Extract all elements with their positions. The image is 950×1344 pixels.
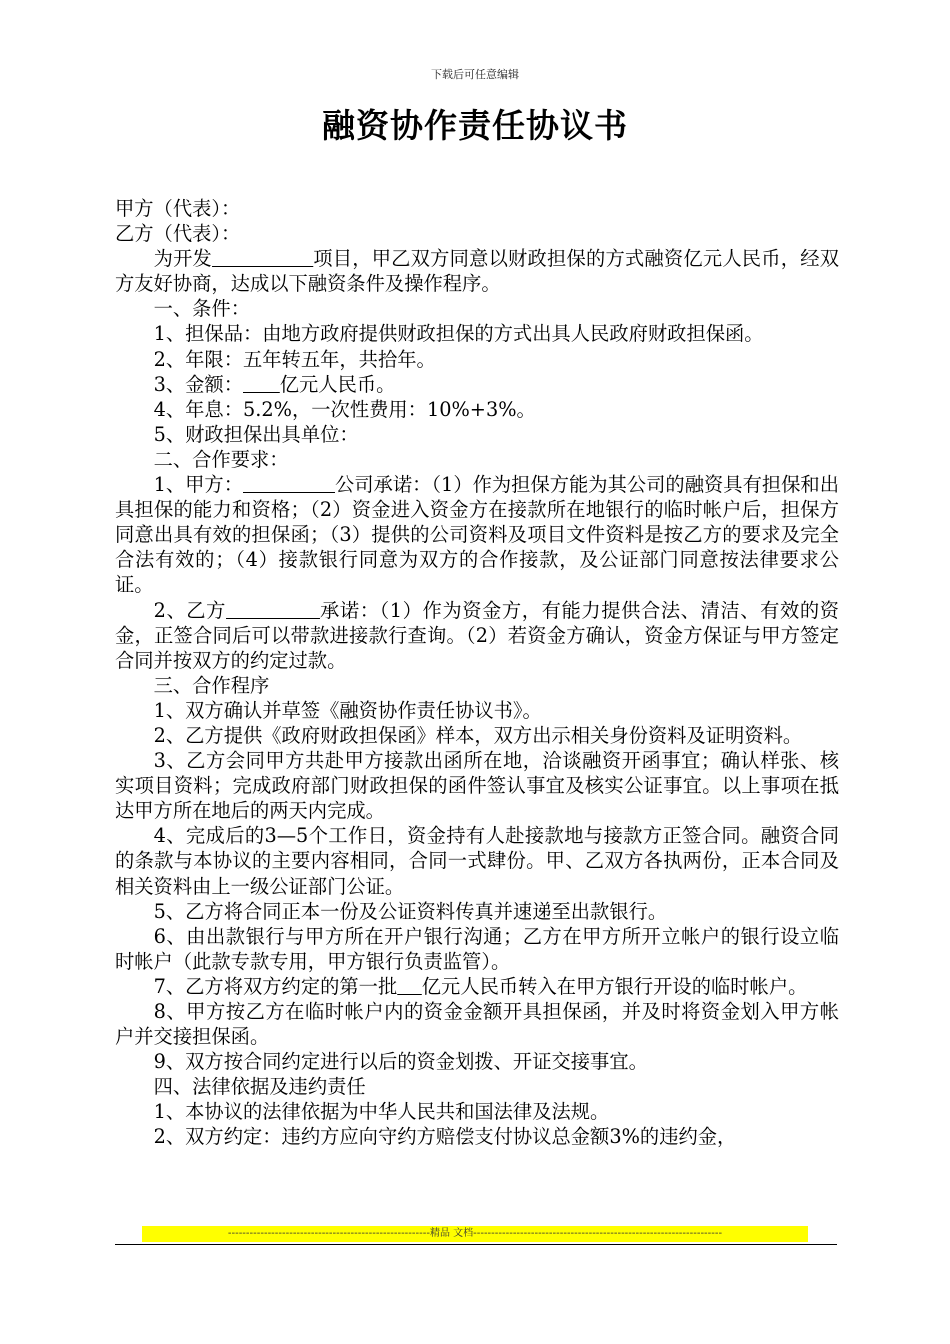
clause-3-7-text-b: 亿元人民币转入在甲方银行开设的临时帐户。 — [421, 974, 808, 998]
header-note: 下载后可任意编辑 — [431, 68, 519, 81]
intro-text-2: 项目，甲乙双方同意以财政担保的方式融资亿元人民币，经双方友好协商，达成以下融资条件及操作程序。 — [115, 247, 839, 296]
clause-2-1-text-b: 公司承诺：（1）作为担保方能为其公司的融资具有担保和出具担保的能力和资格；（2）资金进入资金方在接款所在地银行的临时帐户后，担保方同意出具有效的担保函；（3）提供的公司资料及项目文件资料是按乙方的要求及完全合法有效的；（4）接款银行同意为双方的合作接款，及公证部门同意按法律要求公证。 — [115, 473, 839, 597]
clause-1-1: 1、担保品：由地方政府提供财政担保的方式出具人民政府财政担保函。 — [153, 322, 764, 346]
clause-3-7-text-a: 7、乙方将双方约定的第一批 — [153, 974, 398, 998]
amount-blank — [243, 373, 280, 396]
clause-3-3: 3、乙方会同甲方共赴甲方接款出函所在地，洽谈融资开函事宜；确认样张、核实项目资料；完成政府部门财政担保的函件签认事宜及核实公证事宜。以上事项在抵达甲方所在地后的两天内完成。 — [115, 749, 839, 823]
clause-4-1: 1、本协议的法律依据为中华人民共和国法律及法规。 — [153, 1100, 610, 1124]
project-blank — [212, 247, 313, 270]
party-b-blank — [226, 599, 320, 622]
clause-2-2-text-b: 承诺：（1）作为资金方，有能力提供合法、清洁、有效的资金，正签合同后可以带款进接款行查询。（2）若资金方确认，资金方保证与甲方签定合同并按双方的约定过款。 — [115, 598, 839, 672]
clause-3-6: 6、由出款银行与甲方所在开户银行沟通；乙方在甲方所开立帐户的银行设立临时帐户（此款专款专用，甲方银行负责监管）。 — [115, 924, 839, 973]
party-a-line: 甲方（代表）： — [115, 197, 241, 220]
clause-1-3-text-b: 亿元人民币。 — [279, 372, 396, 396]
section-2-heading: 二、合作要求： — [153, 447, 289, 471]
clause-2-1-text-a: 1、甲方： — [153, 473, 243, 497]
document-title: 融资协作责任协议书 — [322, 106, 628, 145]
clause-2-2 — [115, 598, 839, 673]
clause-1-2: 2、年限：五年转五年，共拾年。 — [153, 347, 436, 371]
clause-1-3 — [115, 372, 839, 397]
intro-text-1: 为开发 — [153, 247, 213, 271]
clause-1-3-text-a: 3、金额： — [153, 372, 243, 396]
footer-divider — [115, 1244, 837, 1245]
clause-1-4: 4、年息：5.2%，一次性费用：10%+3%。 — [153, 397, 536, 421]
clause-1-5: 5、财政担保出具单位： — [153, 422, 359, 446]
intro-paragraph — [115, 246, 839, 296]
clause-2-2-text-a: 2、乙方 — [153, 598, 227, 622]
first-batch-blank — [397, 975, 422, 998]
party-b-line: 乙方（代表）： — [115, 222, 241, 246]
clause-3-1: 1、双方确认并草签《融资协作责任协议书》。 — [153, 698, 542, 722]
clause-3-7 — [115, 974, 839, 999]
section-3-heading: 三、合作程序 — [153, 673, 270, 697]
clause-3-2: 2、乙方提供《政府财政担保函》样本，双方出示相关身份资料及证明资料。 — [153, 723, 803, 747]
clause-4-2: 2、双方约定：违约方应向守约方赔偿支付协议总金额3%的违约金， — [153, 1125, 737, 1149]
section-4-heading: 四、法律依据及违约责任 — [153, 1075, 366, 1099]
party-a-company-blank — [243, 473, 335, 496]
section-1-heading: 一、条件： — [153, 297, 250, 321]
clause-3-9: 9、双方按合同约定进行以后的资金划拨、开证交接事宜。 — [153, 1050, 648, 1074]
clause-2-1 — [115, 472, 839, 597]
footer-banner: --------------------------------------------------------精品 文档--------------------------------------------------------------------- — [142, 1226, 808, 1242]
clause-3-8: 8、甲方按乙方在临时帐户内的资金金额开具担保函，并及时将资金划入甲方帐户并交接担保函。 — [115, 1000, 839, 1049]
clause-3-5: 5、乙方将合同正本一份及公证资料传真并速递至出款银行。 — [153, 899, 668, 923]
document-body — [115, 196, 839, 1150]
clause-3-4: 4、完成后的3—5个工作日，资金持有人赴接款地与接款方正签合同。融资合同的条款与本协议的主要内容相同，合同一式肆份。甲、乙双方各执两份，正本合同及相关资料由上一级公证部门公证。 — [115, 824, 839, 898]
